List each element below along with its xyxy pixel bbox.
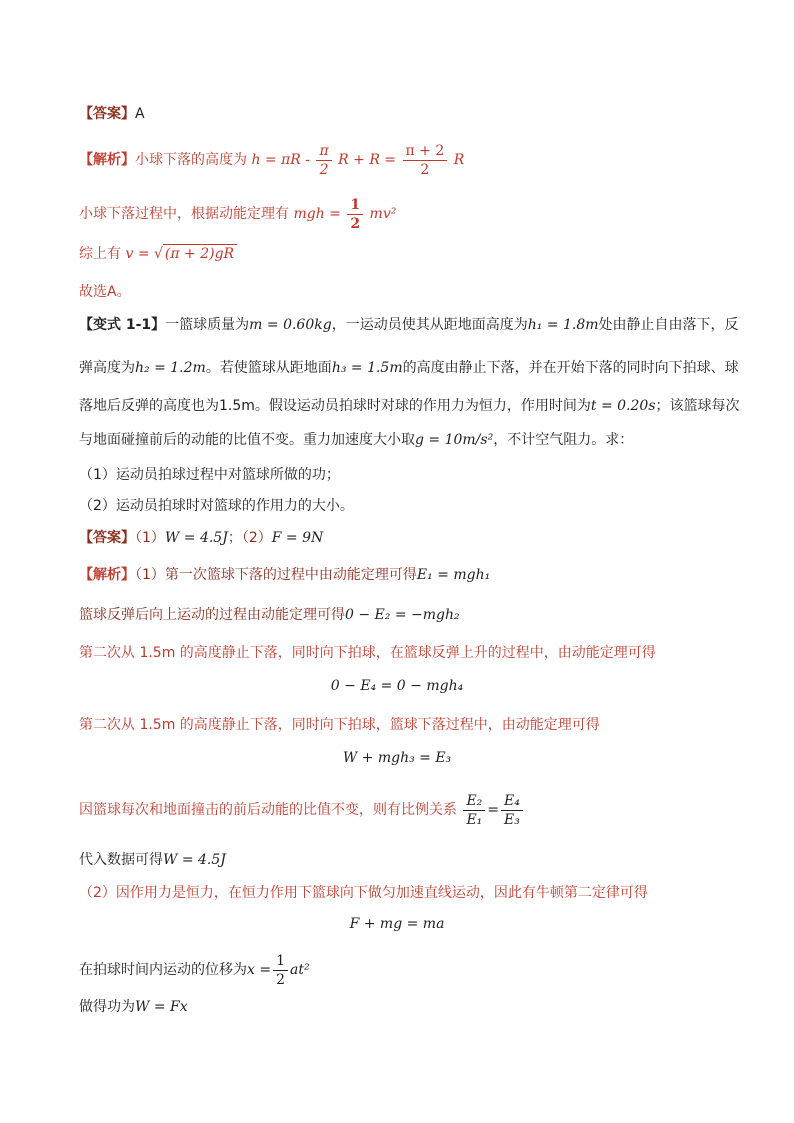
analysis2-tag: 【解析】 xyxy=(79,567,135,583)
analysis-line-3 xyxy=(79,244,237,264)
formula-height-tail: R xyxy=(453,152,465,168)
analysis2-text-2: 篮球反弹后向上运动的过程由动能定理可得 xyxy=(79,607,345,623)
answer2-sep: ；（2） xyxy=(227,530,272,546)
variant-mass: m = 0.60kg xyxy=(249,317,332,333)
line2-text: 小球下落过程中，根据动能定理有 xyxy=(79,206,289,222)
variant-line-1 xyxy=(79,315,739,335)
analysis2-line-9 xyxy=(79,997,188,1017)
variant-text-2: ，一运动员使其从距地面高度为 xyxy=(331,317,528,333)
analysis2-text-9: 做得功为 xyxy=(79,999,135,1015)
analysis2-line-7: （2）因作用力是恒力，在恒力作用下篮球向下做匀加速直线运动，因此有牛顿第二定律可得 xyxy=(79,885,648,901)
analysis2-line-1 xyxy=(79,565,490,585)
answer2-tag: 【答案】 xyxy=(79,530,135,546)
analysis2-text-5: 因篮球每次和地面撞击的前后动能的比值不变，则有比例关系 xyxy=(79,802,457,818)
variant-text-7: 落地后反弹的高度也为 xyxy=(79,398,219,414)
analysis-tag: 【解析】 xyxy=(79,152,135,168)
variant-text-10: 与地面碰撞前后的动能的比值不变。重力加速度大小取 xyxy=(79,432,415,448)
variant-h4: 1.5m xyxy=(219,398,255,414)
analysis2-eq-7: F + mg = ma xyxy=(349,916,445,932)
displacement-lhs: x = xyxy=(247,962,272,978)
variant-text-11: ，不计空气阻力。求： xyxy=(493,432,634,448)
variant-line-2 xyxy=(79,358,739,378)
analysis2-text-1: （1）第一次篮球下落的过程中由动能定理可得 xyxy=(135,567,417,583)
answer-line-2 xyxy=(79,528,323,548)
sqrt-sign: √ xyxy=(154,246,163,262)
question-1: （1）运动员拍球过程中对篮球所做的功； xyxy=(79,467,340,483)
analysis2-text-8: 在拍球时间内运动的位移为 xyxy=(79,962,247,978)
variant-h2: h₂ = 1.2m xyxy=(135,360,206,376)
variant-h3: h₃ = 1.5m xyxy=(331,360,403,376)
answer-line-1 xyxy=(79,104,145,124)
analysis2-work: W = 4.5J xyxy=(163,852,226,868)
formula-height-lhs: h = πR - xyxy=(251,152,311,168)
analysis2-text-6: 代入数据可得 xyxy=(79,852,163,868)
analysis2-line-8 xyxy=(79,950,310,990)
variant-text-9: ；该篮球每次 xyxy=(655,398,740,414)
variant-text-5: 。若使篮球从距地面 xyxy=(205,360,332,376)
line2-formula: mgh = xyxy=(293,206,341,222)
analysis2-eq-2: 0 − E₂ = −mgh₂ xyxy=(345,607,460,623)
question-2: （2）运动员拍球时对篮球的作用力的大小。 xyxy=(79,498,354,514)
fraction-half-x: $\frac{1}{2}$ xyxy=(273,952,288,989)
variant-text-3: 处由静止自由落下，反 xyxy=(598,317,739,333)
variant-h1: h₁ = 1.8m xyxy=(527,317,599,333)
analysis-line-1 xyxy=(79,140,464,180)
fraction-pi-plus-2-over-2: $\frac{\pi + 2}{2}$ xyxy=(403,142,448,179)
fraction-pi-over-2: $\frac{\pi}{2}$ xyxy=(316,142,331,179)
displacement-tail: at² xyxy=(290,962,310,978)
formula-height-mid: R + R = xyxy=(338,152,397,168)
analysis2-line-3: 第二次从 1.5m 的高度静止下落，同时向下拍球，在篮球反弹上升的过程中，由动能定理可得 xyxy=(79,645,656,661)
variant-time: t = 0.20s xyxy=(590,398,656,414)
variant-text-1: 一篮球质量为 xyxy=(165,317,250,333)
answer-tag: 【答案】 xyxy=(79,106,135,122)
analysis2-line-6 xyxy=(79,850,226,870)
analysis2-eq-3: 0 − E₄ = 0 − mgh₄ xyxy=(330,678,464,694)
analysis2-line-5: 因篮球每次和地面撞击的前后动能的比值不变，则有比例关系 $\frac{\text{E₂}}{\text{E₁}}$ = $\frac{\text{E₄}}{\text{E₃}}$ xyxy=(79,790,525,830)
variant-gravity: g = 10m/s² xyxy=(415,432,494,448)
variant-line-3 xyxy=(79,396,740,416)
analysis-line-4: 故选A。 xyxy=(79,284,131,300)
answer2-force: F = 9N xyxy=(271,530,324,546)
variant-tag: 【变式 1-1】 xyxy=(79,317,166,333)
variant-text-8: 。假设运动员拍球时对球的作用力为恒力，作用时间为 xyxy=(254,398,591,414)
ratio-e4-e3: $\frac{\text{E₄}}{\text{E₃}}$ xyxy=(501,792,523,829)
analysis2-eq-1: E₁ = mgh₁ xyxy=(416,567,491,583)
variant-line-4 xyxy=(79,430,633,450)
line3-text: 综上有 xyxy=(79,246,121,262)
answer2-work: W = 4.5J xyxy=(164,530,228,546)
line3-formula: v = xyxy=(125,246,150,262)
line2-tail: mv² xyxy=(369,206,397,222)
analysis-line-2 xyxy=(79,194,396,234)
analysis2-line-4: 第二次从 1.5m 的高度静止下落，同时向下拍球，篮球下落过程中，由动能定理可得 xyxy=(79,717,600,733)
work-formula: W = Fx xyxy=(135,999,188,1015)
analysis-text: 小球下落的高度为 xyxy=(135,152,247,168)
sqrt-content: (π + 2)gR xyxy=(163,244,237,263)
fraction-one-half: $\frac{1}{2}$ xyxy=(347,196,363,233)
ratio-e2-e1: $\frac{\text{E₂}}{\text{E₁}}$ xyxy=(463,792,485,829)
answer2-part1: （1） xyxy=(135,530,165,546)
variant-text-4: 弹高度为 xyxy=(79,360,135,376)
analysis2-line-2 xyxy=(79,605,460,625)
answer-value: A xyxy=(135,106,145,122)
variant-text-6: 的高度由静止下落，并在开始下落的同时向下拍球、球 xyxy=(402,360,739,376)
analysis2-eq-4: W + mgh₃ = E₃ xyxy=(342,750,452,766)
